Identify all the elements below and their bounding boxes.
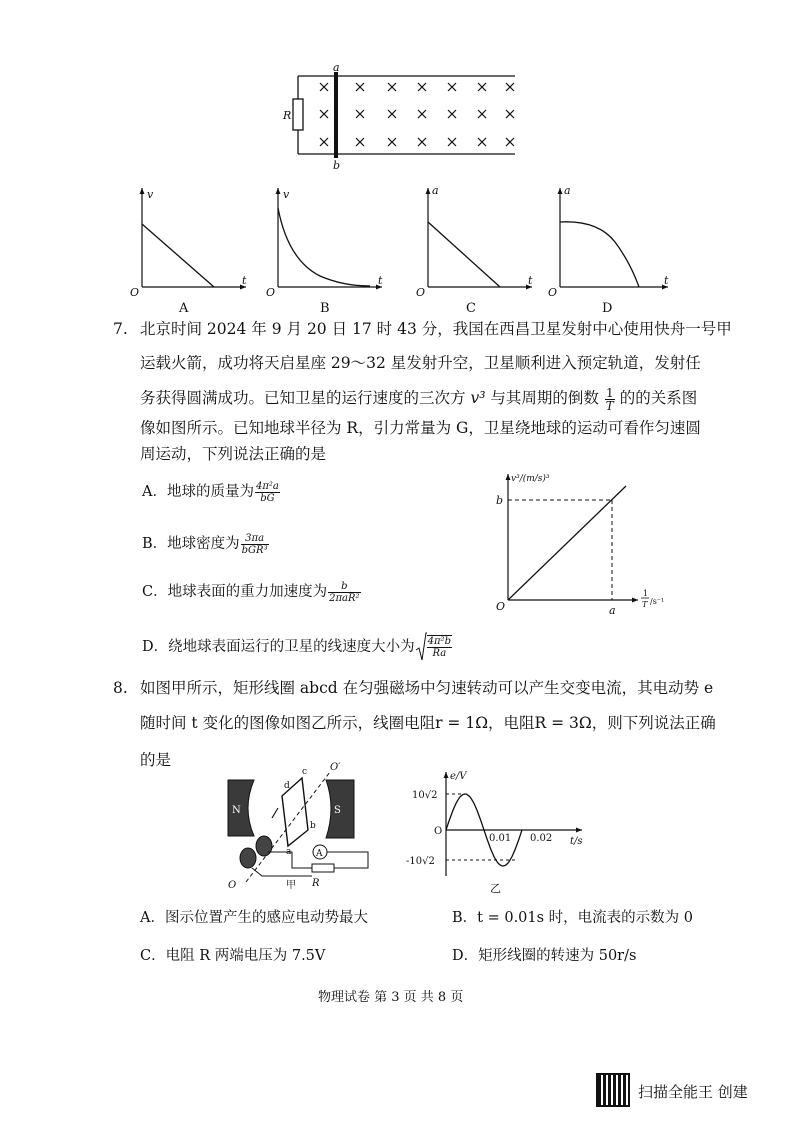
label-R: R xyxy=(283,109,292,122)
graph-B xyxy=(258,182,388,317)
svg-text:d: d xyxy=(284,781,290,791)
resistor-r xyxy=(293,99,303,130)
q7-line5: 周运动，下列说法正确的是 xyxy=(140,445,327,463)
svg-text:v: v xyxy=(283,188,290,201)
page-footer: 物理试卷 第 3 页 共 8 页 xyxy=(318,990,464,1005)
svg-text:N: N xyxy=(232,805,241,816)
label-a: a xyxy=(333,62,340,74)
q8-choice-C[interactable]: C．电阻 R 两端电压为 7.5V xyxy=(140,948,326,964)
graph-B-caption: B xyxy=(320,301,330,316)
svg-text:/s⁻¹: /s⁻¹ xyxy=(650,597,665,606)
graph-A xyxy=(122,182,252,317)
svg-text:O′: O′ xyxy=(330,762,341,773)
svg-text:a: a xyxy=(564,184,571,197)
svg-text:1: 1 xyxy=(643,589,649,598)
svg-text:b: b xyxy=(496,494,504,507)
svg-text:O: O xyxy=(266,286,276,299)
svg-text:t: t xyxy=(242,274,247,287)
q7-line1: 北京时间 2024 年 9 月 20 日 17 时 43 分，我国在西昌卫星发射中心使用快舟一号甲 xyxy=(140,320,732,338)
q8-choice-A[interactable]: A．图示位置产生的感应电动势最大 xyxy=(140,910,368,926)
svg-text:-10√2: -10√2 xyxy=(406,856,435,867)
q7-choice-A[interactable]: A．地球的质量为 $\frac{\text{4π²a}}{bG}$ xyxy=(142,480,279,504)
svg-text:t/s: t/s xyxy=(570,836,583,847)
svg-text:R: R xyxy=(312,878,320,889)
q7-choice-D[interactable]: D．绕地球表面运行的卫星的线速度大小为 $\frac{\text{4π²b}}{Ra}$ xyxy=(142,632,452,662)
graph-C-caption: C xyxy=(466,301,476,316)
svg-text:v³/(m/s)³: v³/(m/s)³ xyxy=(511,474,550,484)
svg-text:0.02: 0.02 xyxy=(530,833,553,844)
svg-text:a: a xyxy=(286,847,292,857)
q8-choice-B[interactable]: B．t = 0.01s 时，电流表的示数为 0 xyxy=(452,910,694,926)
svg-text:a: a xyxy=(432,184,439,197)
svg-text:e/V: e/V xyxy=(450,771,467,782)
graph-D xyxy=(540,182,675,317)
q8-line1: 如图甲所示，矩形线圈 abcd 在匀强磁场中匀速转动可以产生交变电流，其电动势 e xyxy=(140,679,714,697)
svg-text:0.01: 0.01 xyxy=(489,833,512,844)
svg-text:T: T xyxy=(642,600,648,609)
graph-A-caption: A xyxy=(179,301,189,316)
resistor-R xyxy=(312,864,334,872)
q8-choice-D[interactable]: D．矩形线圈的转速为 50r/s xyxy=(452,948,637,964)
svg-text:a: a xyxy=(609,604,616,617)
svg-text:O: O xyxy=(434,826,443,837)
svg-text:10√2: 10√2 xyxy=(412,790,438,801)
q7-choice-B[interactable]: B．地球密度为 $\frac{3\pi a}{\text{bGR³}}$ xyxy=(142,532,268,556)
graph-C xyxy=(408,182,538,317)
svg-text:S: S xyxy=(334,805,341,816)
svg-text:v: v xyxy=(147,188,154,201)
emf-graph xyxy=(404,768,594,896)
q7-line4: 像如图所示。已知地球半径为 R，引力常量为 G，卫星绕地球的运动可看作匀速圆 xyxy=(140,419,701,437)
q7-line3: 务获得圆满成功。已知卫星的运行速度的三次方 v³ 与其周期的倒数 $\frac{1}{T}$ 的的关系图 xyxy=(140,385,698,413)
qr-code-icon xyxy=(596,1073,630,1107)
fig-jia-caption: 甲 xyxy=(286,880,296,891)
svg-text:t: t xyxy=(528,274,533,287)
graph-D-caption: D xyxy=(602,301,613,316)
sqrt-expr: $\frac{\text{4π²b}}{Ra}$ xyxy=(415,632,452,662)
svg-text:O: O xyxy=(130,286,140,299)
q8-line2: 随时间 t 变化的图像如图乙所示，线圈电阻r = 1Ω，电阻R = 3Ω，则下列说法正确 xyxy=(140,714,716,732)
svg-text:O: O xyxy=(548,286,558,299)
svg-text:t: t xyxy=(664,274,669,287)
svg-text:O: O xyxy=(416,286,426,299)
q7-graph xyxy=(488,470,683,618)
svg-text:b: b xyxy=(310,821,316,831)
svg-text:O: O xyxy=(228,880,237,891)
q8-number: 8. xyxy=(113,679,128,697)
q7-line2: 运载火箭，成功将天启星座 29～32 星发射升空，卫星顺利进入预定轨道，发射任 xyxy=(140,354,701,372)
watermark-text: 扫描全能王 创建 xyxy=(638,1083,748,1101)
q7-number: 7. xyxy=(113,320,128,338)
svg-text:A: A xyxy=(316,849,323,859)
svg-text:O: O xyxy=(496,600,506,613)
svg-text:t: t xyxy=(378,274,383,287)
svg-text:c: c xyxy=(302,767,308,777)
q8-line3: 的是 xyxy=(140,751,172,769)
generator-figure xyxy=(222,758,382,892)
rod-field-figure xyxy=(280,62,530,174)
q7-choice-C[interactable]: C．地球表面的重力加速度为 $\frac{b}{\text{2πaR²}}$ xyxy=(142,580,360,604)
fig-yi-caption: 乙 xyxy=(490,882,501,895)
label-b: b xyxy=(333,159,341,172)
